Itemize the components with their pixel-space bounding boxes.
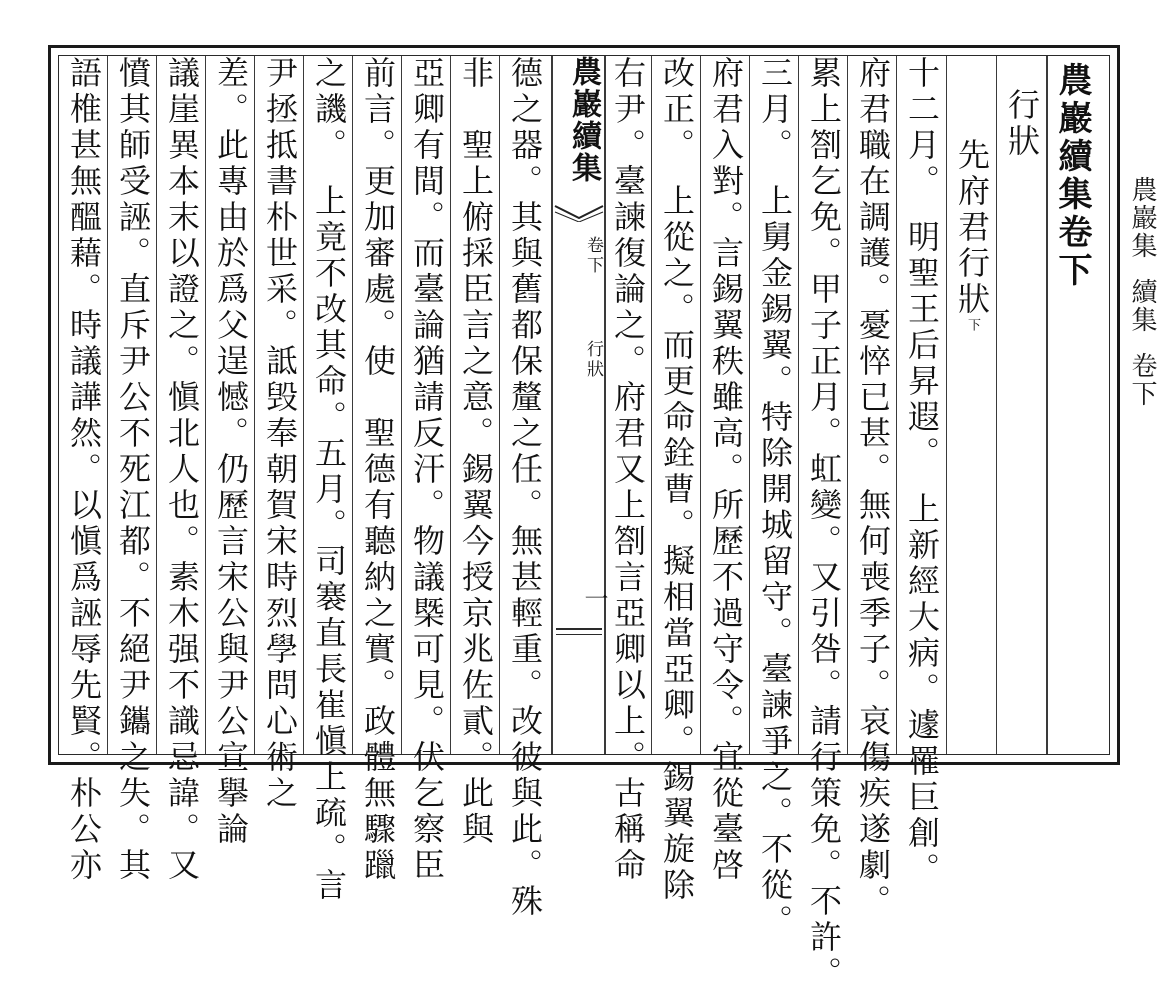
text-column: 尹拯抵書朴世采。詆毁奉朝賀宋時烈學問心術之 bbox=[261, 56, 299, 812]
text-column: 憤其師受誣。直斥尹公不死江都。不絕尹鑴之失。其 bbox=[114, 56, 152, 884]
page-number: 一 bbox=[580, 586, 608, 613]
column-rule bbox=[896, 56, 897, 754]
band-rule bbox=[556, 628, 602, 630]
band-volume: 卷下 bbox=[583, 236, 603, 276]
text-column: 府君入對。言錫翼秩雖高。所歷不過守令。宜從臺啓 bbox=[707, 56, 745, 884]
text-column: 非 聖上俯採臣言之意。錫翼今授京兆佐貳。此與 bbox=[457, 56, 495, 848]
book-title: 農巖續集卷下 bbox=[1052, 62, 1092, 290]
column-rule bbox=[1046, 56, 1048, 754]
band-rule bbox=[556, 634, 602, 635]
column-rule bbox=[303, 56, 304, 754]
subsection-suffix: 下 bbox=[965, 318, 980, 335]
text-column: 改正。 上從之。而更命銓曹。擬相當亞卿。錫翼旋除 bbox=[658, 56, 696, 904]
text-column: 十二月。 明聖王后昇遐。 上新經大病。遽罹巨創。 bbox=[903, 56, 941, 888]
text-column: 語椎甚無醞藉。時議譁然。以愼爲誣辱先賢。朴公亦 bbox=[65, 56, 103, 884]
text-column: 三月。 上舅金錫翼。特除開城留守。臺諫爭之。不從。 bbox=[756, 56, 794, 940]
column-rule bbox=[450, 56, 451, 754]
text-column: 累上劄乞免。甲子正月。虹變。又引咎。請行策免。不許。 bbox=[805, 56, 843, 992]
column-rule bbox=[499, 56, 500, 754]
text-column: 差。此專由於爲父逞憾。仍歷言宋公與尹公宣擧論 bbox=[212, 56, 250, 848]
column-rule bbox=[946, 56, 947, 754]
column-rule bbox=[401, 56, 402, 754]
subsection-heading-col bbox=[952, 138, 992, 335]
column-rule bbox=[107, 56, 108, 754]
text-column: 府君職在調護。憂悴已甚。無何喪季子。哀傷疾遂劇。 bbox=[854, 56, 892, 920]
band-title: 農巖續集 bbox=[566, 56, 601, 184]
column-rule bbox=[551, 56, 553, 754]
margin-book-title: 農巖集 bbox=[1127, 176, 1157, 260]
column-rule bbox=[749, 56, 750, 754]
center-fold-band bbox=[553, 56, 608, 754]
text-column: 議崖異本末以證之。愼北人也。素木强不識忌諱。又 bbox=[163, 56, 201, 884]
text-column: 前言。更加審處。使 聖德有聽納之實。政體無驟躐 bbox=[359, 56, 397, 884]
column-rule bbox=[205, 56, 206, 754]
column-rule bbox=[847, 56, 848, 754]
margin-volume: 卷下 bbox=[1127, 352, 1157, 408]
column-rule bbox=[156, 56, 157, 754]
subsection-heading: 先府君行狀 bbox=[953, 138, 991, 318]
column-rule bbox=[700, 56, 701, 754]
column-rule bbox=[352, 56, 353, 754]
section-heading: 行狀 bbox=[1003, 88, 1041, 160]
text-column: 德之器。其與舊都保釐之任。無甚輕重。改彼與此。殊 bbox=[506, 56, 544, 920]
fishtail-mark bbox=[553, 204, 605, 222]
band-section: 行狀 bbox=[583, 340, 603, 380]
column-rule bbox=[798, 56, 799, 754]
text-column: 之譏。 上竟不改其命。五月。司褰直長崔愼上疏。言 bbox=[310, 56, 348, 904]
margin-title bbox=[1124, 176, 1161, 408]
column-rule bbox=[651, 56, 652, 754]
text-column: 亞卿有間。而臺論猶請反汗。物議槩可見。伏乞察臣 bbox=[408, 56, 446, 884]
margin-collection: 續集 bbox=[1127, 278, 1157, 334]
text-column: 右尹。臺諫復論之。府君又上劄言亞卿以上。古稱命 bbox=[609, 56, 647, 884]
column-rule bbox=[996, 56, 997, 754]
column-rule bbox=[254, 56, 255, 754]
